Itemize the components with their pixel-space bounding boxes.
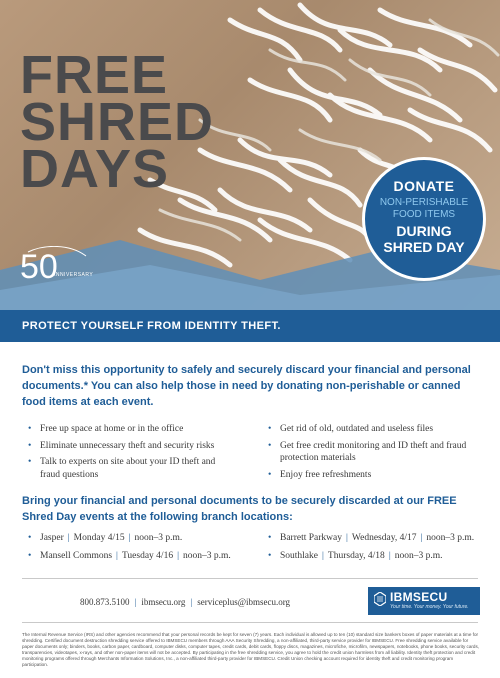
divider-bottom	[22, 622, 478, 623]
contact-line: 800.873.5100 | ibmsecu.org | serviceplus@ibmsecu.org	[80, 597, 291, 607]
location-item: • Mansell Commons | Tuesday 4/16 | noon–3 p.m.	[28, 550, 231, 562]
location-time: noon–3 p.m.	[426, 533, 475, 543]
logo-name: IBMSECU	[390, 590, 448, 604]
badge-line-2: NON-PERISHABLE	[379, 197, 469, 208]
locations-heading: Bring your financial and personal documents to be securely discarded at our FREE Shred Day events at the following branch locations:	[22, 495, 457, 523]
anniversary-label: ANNIVERSARY	[52, 272, 94, 278]
intro-text: Don't miss this opportunity to safely and securely discard your financial and personal documents.* You can also help those in need by donating non-perishable or canned food items at each event.	[22, 364, 471, 408]
location-date: Wednesday, 4/17	[351, 533, 417, 543]
hero-title-line-3: DAYS	[20, 139, 170, 199]
list-item: • Talk to experts on site about your ID theft and fraud questions	[28, 456, 233, 481]
badge-line-3: FOOD ITEMS	[392, 209, 456, 220]
phone-number: 800.873.5100	[80, 597, 130, 607]
list-item: • Eliminate unnecessary theft and security risks	[28, 440, 233, 453]
hero-image	[0, 0, 500, 310]
location-date: Monday 4/15	[73, 533, 125, 543]
donate-badge	[362, 157, 486, 281]
fine-print: The Internal Revenue Service (IRS) and other agencies recommend that your personal records be kept for seven (7) years. Each individual is allowed up to ten (10) standard size bankers boxes of paper materials at a time for shredding. Certified document destruction shredding service offered to IBMSECU members through AAA Security Shredding, a non-affiliated, third-party service provider for IBMSECU. Free shredding service available for paper documents only; binders, books, carbon paper, cardboard, computer disks, computer tapes, credit cards, debit cards, floppy discs, magazines, microfiche, microfilm, newspapers, notebooks, phone books, security cards, transparencies, videotapes, x-rays, and other non-paper items will not be accepted. By participating in the free shredding service, you agree to hold the credit union harmless from all liability. Identity theft protection and credit monitoring programs offered through Merchants Information Solutions, Inc., a non-affiliated third-party provider for IBMSECU. Credit Union checking account required for identity theft and credit monitoring program participation.	[22, 632, 480, 667]
badge-line-5: SHRED DAY	[383, 239, 465, 255]
location-item: • Barrett Parkway | Wednesday, 4/17 | noon–3 p.m.	[268, 532, 474, 544]
anniversary-number: 50	[20, 248, 58, 286]
list-item: • Get rid of old, outdated and useless files	[268, 423, 478, 436]
list-item: • Free up space at home or in the office	[28, 423, 233, 436]
divider-top	[22, 578, 478, 579]
logo-tagline: Your time. Your money. Your future.	[390, 604, 469, 610]
ibmsecu-logo	[368, 587, 480, 615]
benefits-list-right	[268, 423, 478, 485]
location-branch: Southlake	[280, 551, 318, 561]
location-item: • Jasper | Monday 4/15 | noon–3 p.m.	[28, 532, 231, 544]
badge-line-1: DONATE	[393, 178, 455, 194]
location-date: Tuesday 4/16	[121, 551, 174, 561]
location-date: Thursday, 4/18	[327, 551, 385, 561]
location-branch: Mansell Commons	[40, 551, 113, 561]
location-time: noon–3 p.m.	[182, 551, 231, 561]
location-item: • Southlake | Thursday, 4/18 | noon–3 p.m.	[268, 550, 474, 562]
list-item: • Get free credit monitoring and ID theft and fraud protection materials	[268, 440, 478, 465]
list-item: • Enjoy free refreshments	[268, 469, 478, 482]
location-branch: Jasper	[40, 533, 64, 543]
website-link[interactable]: ibmsecu.org	[141, 597, 186, 607]
location-branch: Barrett Parkway	[280, 533, 342, 543]
hero-title	[20, 45, 215, 199]
location-time: noon–3 p.m.	[134, 533, 183, 543]
locations-list-left	[28, 532, 231, 568]
location-time: noon–3 p.m.	[394, 551, 443, 561]
anniversary-logo-icon	[20, 246, 90, 286]
email-link[interactable]: serviceplus@ibmsecu.org	[197, 597, 291, 607]
locations-list-right	[268, 532, 474, 568]
benefits-list-left	[28, 423, 233, 485]
logo-mark-icon	[374, 592, 386, 606]
hero-title-line-1: FREE	[20, 45, 169, 105]
badge-line-4: DURING	[396, 223, 452, 239]
identity-theft-banner: PROTECT YOURSELF FROM IDENTITY THEFT.	[0, 310, 500, 342]
hero-title-line-2: SHRED	[20, 92, 215, 152]
